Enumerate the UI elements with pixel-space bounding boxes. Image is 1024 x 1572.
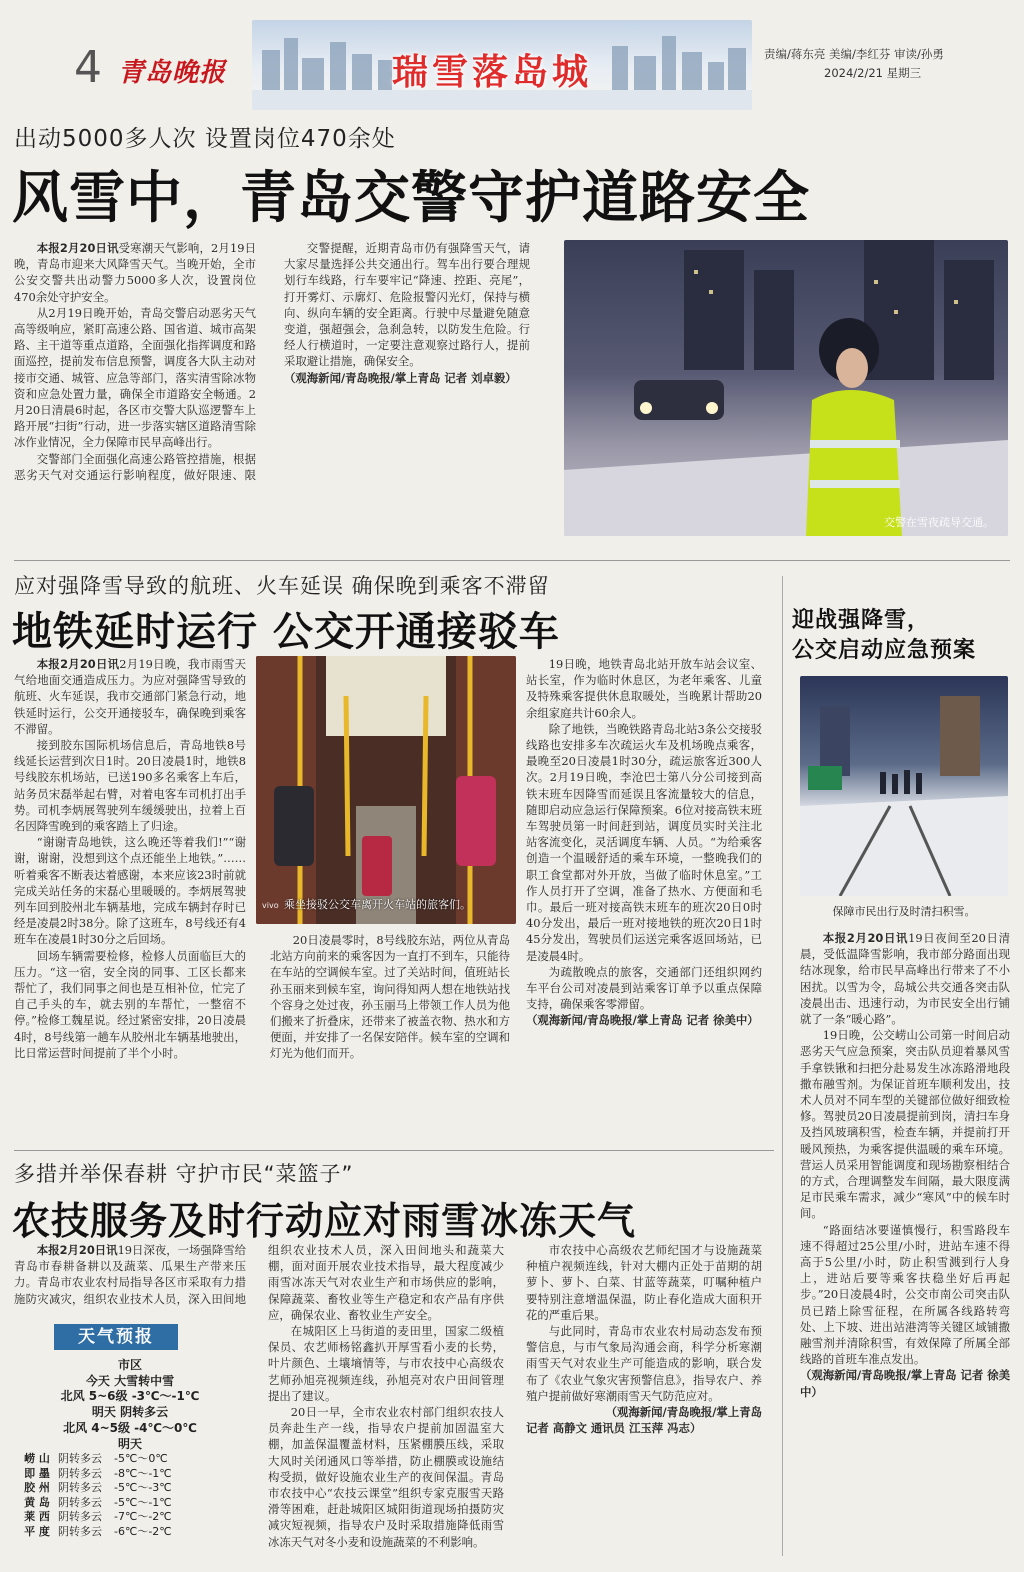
article1-col1	[14, 240, 256, 483]
article1-p4: 交警提醒，近期青岛市仍有强降雪天气，请大家尽量选择公共交通出行。驾车出行要合理规划行车线路，行车要牢记“降速、控距、亮尾”，打开雾灯、示廓灯、危险报警闪光灯，保持与横向、纵向车辆的安全距离。行驶中尽量避免随意变道，强超强会，急刹急转，以防发生危险。行经人行横道时，一定要注意观察过路行人，提前采取避让措施，确保安全。	[284, 241, 530, 369]
traffic-photo-caption: 交警在雪夜疏导交通。	[884, 516, 994, 529]
article3-p1-cont: 组织农业技术人员，深入田间地头和蔬菜大棚，面对面开展农业技术指导，最大程度减少雨雪冰冻天气对农业生产和市场供应的影响，保障蔬菜、畜牧业等生产稳定和农产品有序供应，确保农业、畜牧业生产安全。	[268, 1243, 504, 1322]
article3-p1: 19日深夜，一场强降雪给青岛市春耕备耕以及蔬菜、瓜果生产带来压力。青岛市农业农村局指导各区市采取有力措施防灾减灾，组织农业技术人员，深入田间地	[14, 1243, 246, 1306]
district-condition: 阴转多云	[58, 1466, 102, 1480]
district-name: 莱 西	[24, 1510, 50, 1523]
article3-kicker: 多措并举保春耕 守护市民“菜篮子”	[14, 1162, 354, 1186]
article3-col1-top	[14, 1242, 246, 1308]
article2-p3: “谢谢青岛地铁，这么晚还等着我们!”“谢谢，谢谢，没想到这个点还能坐上地铁。”……听着乘客不断表达着感谢，本来应该23时前就完成关站任务的宋磊心里暖暖的。李炳展驾驶列车回到胶州北车辆基地，完成车辆封存时已经是凌晨2时38分。除了这班车，8号线还有4班车在凌晨1时30分之后回场。	[14, 835, 246, 947]
district-temp: -6℃～-2℃	[114, 1524, 172, 1538]
article2-p4: 回场车辆需要检修，检修人员面临巨大的压力。“这一宿，安全岗的同事、工区长都来帮忙了，我们同事之间也是互相补位，忙完了自己手头的车，就去别的车帮忙，一整宿不停。”检修工魏星说。经过紧密安排，20日凌晨4时，8号线第一趟车从胶州北车辆基地驶出，比日常运营时间提前了半个小时。	[14, 948, 246, 1060]
district-condition: 阴转多云	[58, 1495, 102, 1509]
snow-clearing-photo	[800, 676, 1008, 896]
weather-title: 天气预报	[54, 1324, 178, 1350]
side-p3: “路面结冰要谨慎慢行，积雪路段车速不得超过25公里/小时，进站车速不得高于5公里/小时，防止积雪溅到行人身上，进站后要等乘客扶稳坐好后再起步。”20日凌晨4时，公交市南公司突击队员已踏上除雪征程，在所属各线路转弯处、上下坡、进出站港湾等关键区域铺撒融雪剂并清除积雪，有效保障了所属全部线路的首班车准点发出。	[800, 1222, 1010, 1367]
weather-district-row	[16, 1525, 244, 1540]
weather-district-row	[16, 1510, 244, 1525]
dateline: 本报2月20日讯	[36, 1243, 118, 1257]
paper-logo: 青岛晚报	[118, 58, 227, 88]
article1-credit: （观海新闻/青岛晚报/掌上青岛 记者 刘卓毅）	[284, 370, 517, 385]
side-title-line1: 迎战强降雪，	[792, 608, 931, 633]
district-condition: 阴转多云	[58, 1481, 102, 1494]
traffic-police-photo	[564, 240, 1008, 536]
weather-tomorrow: 明天 阴转多云	[91, 1405, 169, 1419]
article1-p1: 受寒潮天气影响，2月19日晚，青岛市迎来大风降雪天气。当晚开始，全市公安交警共出动警力5000多人次，设置岗位470余处守护安全。	[14, 241, 256, 304]
weather-district-list	[16, 1452, 244, 1539]
district-temp: -5℃～0℃	[114, 1452, 168, 1465]
bus-interior-photo	[256, 656, 516, 924]
article1-p2: 从2月19日晚开始，青岛交警启动恶劣天气高等级响应，紧盯高速公路、国省道、城市高架路、主干道等重点道路，全面强化指挥调度和路面巡控，提前发布信息预警，调度各大队主动对接市交通、城管、应急等部门，落实清雪除冰物资和应急处置力量，确保全市道路安全畅通。2月20日清晨6时起，各区市交警大队巡逻警车上路开展“扫街”行动，进一步落实辖区道路清雪除冰作业情况，全力保障市民早高峰出行。	[14, 305, 256, 450]
article3-p4: 市农技中心高级农艺师纪国才与设施蔬菜种植户视频连线，针对大棚内正处于苗期的胡萝卜、萝卜、白菜、甘蓝等蔬菜，叮嘱种植户要特别注意增温保温，防止春化造成大面积开花的严重后果。	[526, 1243, 762, 1322]
article2-p8: 为疏散晚点的旅客，交通部门还组织网约车平台公司对凌晨到站乘客订单予以重点保障支持，确保乘客零滞留。	[526, 964, 762, 1012]
weather-district-row	[16, 1496, 244, 1511]
district-name: 崂 山	[24, 1452, 50, 1465]
weather-district-row	[16, 1481, 244, 1496]
weather-today: 今天 大雪转中雪	[85, 1374, 175, 1388]
district-name: 胶 州	[24, 1481, 50, 1494]
article2-p5: 20日凌晨零时，8号线胶东站，两位从青岛北站方向前来的乘客因为一直打不到车，只能待在车站的空调候车室。过了关站时间，值班站长孙玉丽来到候车室，询问得知两人想在地铁站找个容身之处过夜，孙玉丽马上带领工作人员为他们搬来了折叠床，还带来了被盖衣物、热水和方便面，并安排了一名保安陪伴。候车室的空调和灯光为他们而开。	[270, 933, 510, 1061]
district-name: 平 度	[24, 1524, 50, 1538]
article2-headline: 地铁延时运行 公交开通接驳车	[12, 609, 560, 655]
dateline: 本报2月20日讯	[36, 241, 119, 255]
bus-photo-caption: 乘坐接驳公交车离开火车站的旅客们。	[284, 898, 471, 911]
article2-col3	[526, 656, 762, 1124]
weather-city: 市区	[117, 1358, 142, 1372]
side-p2: 19日晚，公交崂山公司第一时间启动恶劣天气应急预案，突击队员迎着暴风雪手拿铁锹和扫把分赴易发生冰冻路滑地段撒布融雪剂。为保证首班车顺利发出，技术人员对不同车型的关键部位做好细致检修。驾驶员20日凌晨提前到岗，清扫车身及挡风玻璃积雪，检查车辆，并提前打开暖风预热，为乘客提供温暖的乘车环境。营运人员采用智能调度和现场勘察相结合的方式，合理调整发车间隔，最大限度满足市民乘车需求，减少“寒风”中的候车时间。	[800, 1028, 1010, 1221]
district-name: 即 墨	[24, 1466, 50, 1480]
issue-date: 2024/2/21 星期三	[824, 66, 922, 80]
article3-col3	[526, 1242, 762, 1560]
page-number: 4	[74, 42, 102, 93]
article3-p5: 与此同时，青岛市农业农村局动态发布预警信息，与市气象局沟通会商，科学分析寒潮雨雪天气对农业生产可能造成的影响，联合发布了《农业气象灾害预警信息》，指导农户、养殖户提前做好寒潮雨雪天气防范应对。	[526, 1324, 762, 1403]
article3-p3: 20日一早，全市农业农村部门组织农技人员奔赴生产一线，指导农户提前加固温室大棚，加盖保温覆盖材料，压紧棚膜压线，采取大风时关闭通风口等举措，防止棚膜或设施结构受损，做好设施农业生产的夜间保温。青岛市农技中心“农技云课堂”组织专家克服雪天路滑等困难，赶赴城阳区城阳街道现场拍摄防灾减灾短视频，指导农户及时采取措施降低雨雪冰冻天气对冬小麦和设施蔬菜的不利影响。	[268, 1405, 504, 1549]
district-condition: 阴转多云	[58, 1524, 102, 1538]
district-temp: -8℃～-1℃	[114, 1466, 172, 1480]
article3-col2	[268, 1242, 504, 1560]
article3-credit2: 记者 高静文 通讯员 江玉萍 冯志）	[526, 1421, 702, 1436]
credits: 责编/蒋东亮 美编/李红芬 审读/孙勇	[764, 47, 944, 61]
article2-p6: 19日晚，地铁青岛北站开放车站会议室、站长室，作为临时休息区，为老年乘客、儿童及特殊乘客提供休息取暖处，当晚累计帮助20余组家庭共计60余人。	[526, 657, 762, 720]
dateline: 本报2月20日讯	[822, 931, 909, 945]
district-temp: -5℃～-3℃	[114, 1481, 172, 1494]
district-name: 黄 岛	[24, 1495, 50, 1509]
district-condition: 阴转多云	[58, 1510, 102, 1523]
bus-photo-tag: vivo	[262, 901, 279, 910]
article1-kicker: 出动5000多人次 设置岗位470余处	[14, 126, 396, 152]
article2-kicker: 应对强降雪导致的航班、火车延误 确保晚到乘客不滞留	[14, 574, 550, 598]
article2-p7: 除了地铁，当晚铁路青岛北站3条公交接驳线路也安排多车次疏运火车及机场晚点乘客，最晚至20日凌晨1时30分，疏运旅客近300人次。2月19日晚，李沧巴士第八分公司接到高铁末班车因降雪而延误且客流量较大的信息，随即启动应急运行保障预案。6位对接高铁末班车驾驶员第一时间赶到站，调度员实时关注北站客流变化，灵活调度车辆、人员。“为给乘客创造一个温暖舒适的乘车环境，一整晚我们的职工食堂都对外开放，当做了临时休息室。”工作人员打开了空调，准备了热水、方便面和毛巾。最后一班对接高铁末班车的班次20日0时40分发出，最后一班对接地铁的班次20日1时45分发出，驾驶员们运送完乘客返回场站，已是凌晨4时。	[526, 721, 762, 963]
article1-p3: 交警部门全面强化高速公路管控措施，根据恶劣天气对交通运行影响程度，做好限速、限	[14, 451, 256, 482]
article1-headline: 风雪中，青岛交警守护道路安全	[12, 166, 810, 231]
article2-col2-bottom	[270, 932, 510, 1124]
weather-tomorrow-wind: 北风 4~5级 -4℃～0℃	[63, 1421, 197, 1435]
article3-headline: 农技服务及时行动应对雨雪冰冻天气	[12, 1199, 637, 1243]
dateline: 本报2月20日讯	[36, 657, 120, 671]
weather-today-wind: 北风 5~6级 -3℃～-1℃	[60, 1389, 200, 1403]
article2-col1	[14, 656, 246, 1124]
weather-district-row	[16, 1467, 244, 1482]
side-p1: 19日夜间至20日清晨，受低温降雪影响，我市部分路面出现结冰现象，给市民早高峰出行带来了不小困扰。以雪为令，岛城公共交通各突击队凌晨出击、迅速行动，为市民安全出行铺就了一条“暖心路”。	[800, 931, 1010, 1027]
side-body	[800, 930, 1010, 1560]
weather-tomorrow-label: 明天	[117, 1437, 142, 1451]
article2-p2: 接到胶东国际机场信息后，青岛地铁8号线延长运营到次日1时。20日凌晨1时，地铁8号线胶东机场站，已送190多名乘客上车后，站务员宋磊举起右臂，对着电客车司机打出手势。司机李炳展驾驶列车缓缓驶出，拉着上百名因降雪晚到的乘客踏上了归途。	[14, 738, 246, 834]
banner	[252, 20, 752, 110]
district-temp: -5℃～-1℃	[114, 1495, 172, 1509]
snow-photo-caption: 保障市民出行及时清扫积雪。	[832, 905, 976, 918]
district-temp: -7℃～-2℃	[114, 1510, 172, 1523]
article3-p2: 在城阳区上马街道的麦田里，国家二级植保员、农艺师杨铭鑫扒开厚雪看小麦的长势，叶片颜色、土壤墒情等，与市农技中心高级农艺师孙旭亮视频连线，孙旭亮对农户田间管理提出了建议。	[268, 1324, 504, 1403]
district-condition: 阴转多云	[58, 1452, 102, 1465]
article2-credit: （观海新闻/青岛晚报/掌上青岛 记者 徐美中）	[526, 1013, 759, 1028]
article3-credit: （观海新闻/青岛晚报/掌上青岛	[605, 1405, 762, 1420]
article1-col2	[284, 240, 530, 532]
weather-district-row	[16, 1452, 244, 1467]
side-title-line2: 公交启动应急预案	[792, 638, 977, 663]
article2-p1: 2月19日晚，我市雨雪天气给地面交通造成压力。为应对强降雪导致的航班、火车延误，我市交通部门紧急行动，地铁延时运行，公交开通接驳车，确保晚到乘客不滞留。	[14, 657, 246, 736]
banner-title: 瑞雪落岛城	[392, 52, 593, 93]
weather-box	[14, 1324, 246, 1564]
side-credit: （观海新闻/青岛晚报/掌上青岛 记者 徐美中）	[800, 1368, 1010, 1399]
